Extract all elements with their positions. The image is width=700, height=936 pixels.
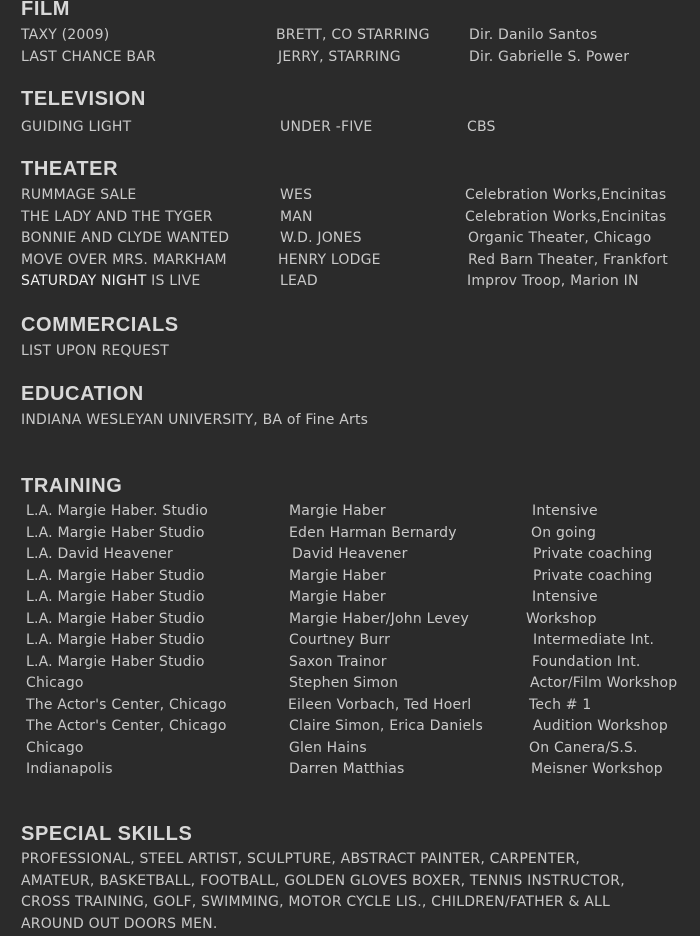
training-school: L.A. Margie Haber Studio: [26, 568, 205, 584]
theater-heading: THEATER: [21, 158, 119, 180]
theater-role: HENRY LODGE: [278, 252, 381, 268]
theater-title-rest: IS LIVE: [146, 273, 201, 289]
film-title: LAST CHANCE BAR: [21, 49, 156, 65]
commercials-row: [0, 341, 700, 361]
training-teacher: Margie Haber: [289, 568, 386, 584]
training-type: Foundation Int.: [532, 654, 641, 670]
theater-title: BONNIE AND CLYDE WANTED: [21, 230, 230, 246]
training-school: L.A. Margie Haber Studio: [26, 632, 205, 648]
training-teacher: Saxon Trainor: [289, 654, 387, 670]
tv-role: UNDER -FIVE: [280, 119, 373, 135]
tv-title: GUIDING LIGHT: [21, 119, 132, 135]
theater-venue: Celebration Works,Encinitas: [465, 187, 667, 203]
education-row: [0, 410, 700, 430]
theater-title: RUMMAGE SALE: [21, 187, 137, 203]
training-teacher: Darren Matthias: [289, 761, 405, 777]
training-type: Private coaching: [533, 568, 653, 584]
training-school: The Actor's Center, Chicago: [26, 697, 227, 713]
training-row: [0, 630, 700, 650]
training-type: Intermediate Int.: [533, 632, 655, 648]
training-type: Actor/Film Workshop: [530, 675, 678, 691]
training-school: L.A. David Heavener: [26, 546, 174, 562]
training-type: Intensive: [532, 503, 598, 519]
theater-role: MAN: [280, 209, 313, 225]
special-skills-text: [21, 849, 693, 935]
training-school: L.A. Margie Haber Studio: [26, 589, 205, 605]
education-text: INDIANA WESLEYAN UNIVERSITY, BA of Fine Arts: [21, 412, 369, 428]
training-teacher: Margie Haber: [289, 589, 386, 605]
training-school: L.A. Margie Haber. Studio: [26, 503, 209, 519]
television-row: [0, 117, 700, 137]
training-type: On going: [531, 525, 597, 541]
commercials-text: LIST UPON REQUEST: [21, 343, 169, 359]
film-director: Dir. Danilo Santos: [469, 27, 598, 43]
training-teacher: Courtney Burr: [289, 632, 391, 648]
training-row: [0, 544, 700, 564]
theater-title: MOVE OVER MRS. MARKHAM: [21, 252, 227, 268]
training-teacher: Margie Haber/John Levey: [289, 611, 469, 627]
special-skills-line: AROUND OUT DOORS MEN.: [21, 915, 218, 932]
theater-row: [0, 207, 700, 227]
theater-role: LEAD: [280, 273, 318, 289]
training-teacher: Glen Hains: [289, 740, 367, 756]
training-row: [0, 673, 700, 693]
film-heading: FILM: [21, 0, 71, 20]
training-row: [0, 738, 700, 758]
training-type: Private coaching: [533, 546, 653, 562]
training-type: Intensive: [532, 589, 598, 605]
theater-row: [0, 185, 700, 205]
tv-network: CBS: [467, 119, 496, 135]
film-row: [0, 47, 700, 67]
film-director: Dir. Gabrielle S. Power: [469, 49, 630, 65]
training-teacher: Stephen Simon: [289, 675, 399, 691]
film-row: [0, 25, 700, 45]
theater-role: W.D. JONES: [280, 230, 362, 246]
television-heading: TELEVISION: [21, 88, 146, 110]
training-school: Chicago: [26, 675, 84, 691]
training-teacher: David Heavener: [292, 546, 408, 562]
film-role: JERRY, STARRING: [278, 49, 401, 65]
training-teacher: Claire Simon, Erica Daniels: [289, 718, 483, 734]
training-teacher: Eden Harman Bernardy: [289, 525, 457, 541]
training-teacher: Margie Haber: [289, 503, 386, 519]
special-skills-line: AMATEUR, BASKETBALL, FOOTBALL, GOLDEN GLOVES BOXER, TENNIS INSTRUCTOR,: [21, 872, 625, 889]
training-row: [0, 566, 700, 586]
special-skills-heading: SPECIAL SKILLS: [21, 823, 193, 845]
training-row: [0, 609, 700, 629]
film-title: TAXY (2009): [21, 27, 110, 43]
theater-row: [0, 250, 700, 270]
theater-row: [0, 271, 700, 291]
theater-venue: Red Barn Theater, Frankfort: [468, 252, 668, 268]
theater-role: WES: [280, 187, 313, 203]
training-school: L.A. Margie Haber Studio: [26, 654, 205, 670]
theater-title: [21, 271, 200, 291]
training-row: [0, 501, 700, 521]
film-role: BRETT, CO STARRING: [276, 27, 430, 43]
theater-venue: Celebration Works,Encinitas: [465, 209, 667, 225]
training-school: Chicago: [26, 740, 84, 756]
training-teacher: Eileen Vorbach, Ted Hoerl: [288, 697, 472, 713]
training-type: Tech # 1: [529, 697, 592, 713]
training-type: Workshop: [526, 611, 597, 627]
training-type: On Canera/S.S.: [529, 740, 638, 756]
training-school: The Actor's Center, Chicago: [26, 718, 227, 734]
theater-title-highlight: SATURDAY NIGHT: [21, 273, 147, 289]
training-school: L.A. Margie Haber Studio: [26, 525, 205, 541]
training-row: [0, 587, 700, 607]
training-row: [0, 759, 700, 779]
training-school: Indianapolis: [26, 761, 113, 777]
training-type: Audition Workshop: [533, 718, 668, 734]
theater-venue: Organic Theater, Chicago: [468, 230, 652, 246]
theater-title: THE LADY AND THE TYGER: [21, 209, 213, 225]
training-school: L.A. Margie Haber Studio: [26, 611, 205, 627]
education-heading: EDUCATION: [21, 383, 144, 405]
theater-venue: Improv Troop, Marion IN: [467, 273, 639, 289]
training-row: [0, 695, 700, 715]
theater-row: [0, 228, 700, 248]
training-type: Meisner Workshop: [531, 761, 663, 777]
special-skills-line: PROFESSIONAL, STEEL ARTIST, SCULPTURE, ABSTRACT PAINTER, CARPENTER,: [21, 851, 581, 867]
training-row: [0, 652, 700, 672]
training-row: [0, 523, 700, 543]
commercials-heading: COMMERCIALS: [21, 314, 179, 336]
training-heading: TRAINING: [21, 475, 123, 497]
training-row: [0, 716, 700, 736]
special-skills-line: CROSS TRAINING, GOLF, SWIMMING, MOTOR CYCLE LIS., CHILDREN/FATHER & ALL: [21, 894, 611, 910]
